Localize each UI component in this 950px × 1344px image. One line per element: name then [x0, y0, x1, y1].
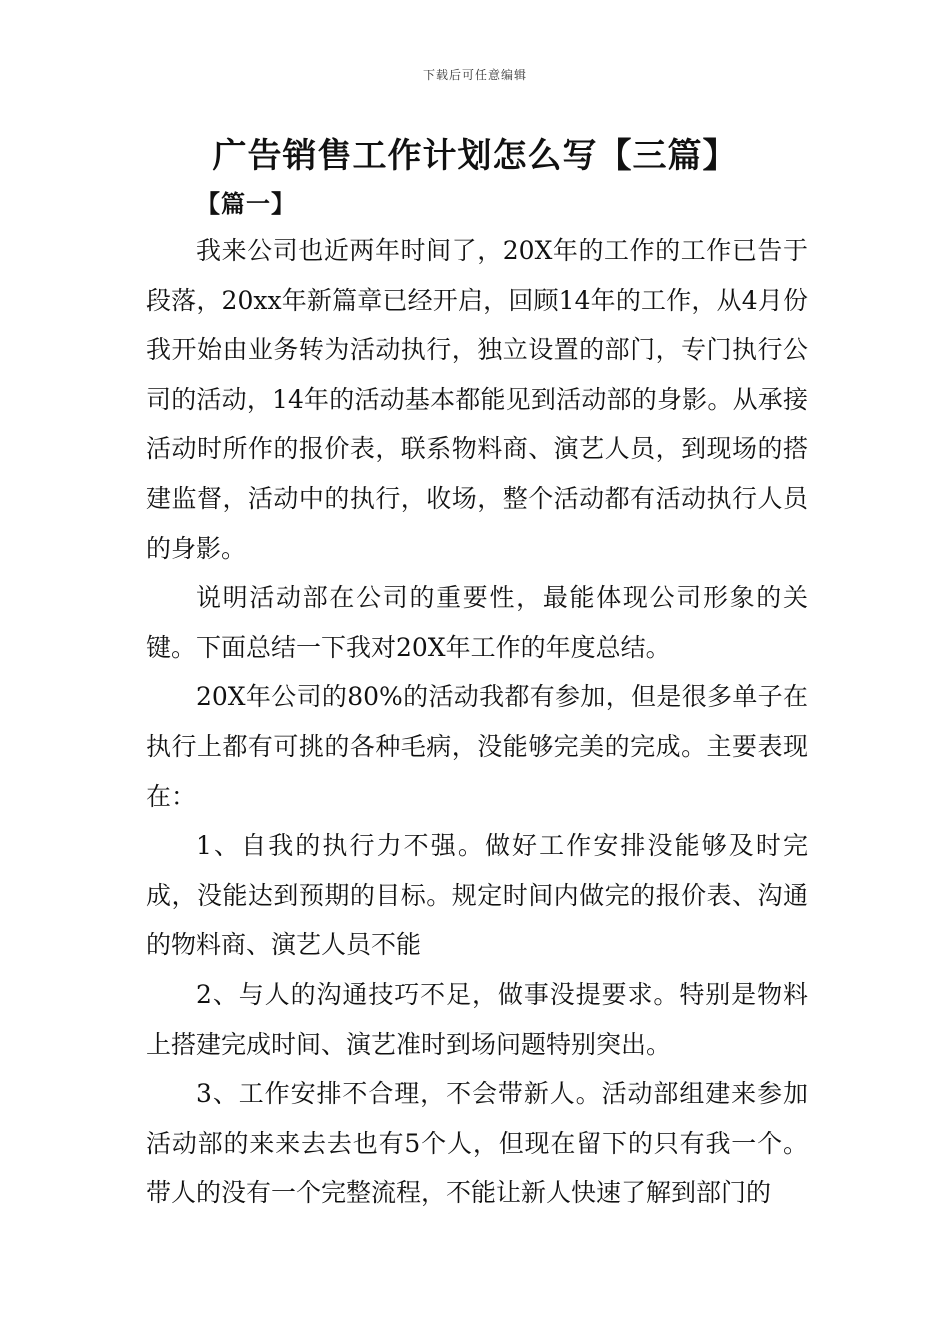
- document-title: 广告销售工作计划怎么写【三篇】: [212, 136, 738, 176]
- paragraph: 2、与人的沟通技巧不足，做事没提要求。特别是物料上搭建完成时间、演艺准时到场问题特别突出。: [146, 979, 808, 1059]
- header-note: 下载后可任意编辑: [422, 68, 527, 82]
- paragraph: 我来公司也近两年时间了，20X年的工作的工作已告于段落，20xx年新篇章已经开启，回顾14年的工作，从4月份我开始由业务转为活动执行，独立设置的部门，专门执行公司的活动，14年的活动基本都能见到活动部的身影。从承接活动时所作的报价表，联系物料商、演艺人员，到现场的搭建监督，活动中的执行，收场，整个活动都有活动执行人员的身影。: [146, 236, 808, 563]
- section-label: 【篇一】: [196, 189, 296, 218]
- paragraph: 说明活动部在公司的重要性，最能体现公司形象的关键。下面总结一下我对20X年工作的年度总结。: [146, 583, 808, 662]
- paragraph: 20X年公司的80%的活动我都有参加，但是很多单子在执行上都有可挑的各种毛病，没能够完美的完成。主要表现在：: [146, 682, 808, 811]
- paragraph: 3、工作安排不合理，不会带新人。活动部组建来参加活动部的来来去去也有5个人，但现在留下的只有我一个。带人的没有一个完整流程，不能让新人快速了解到部门的: [146, 1079, 808, 1208]
- paragraph: 1、自我的执行力不强。做好工作安排没能够及时完成，没能达到预期的目标。规定时间内做完的报价表、沟通的物料商、演艺人员不能: [146, 831, 808, 960]
- document-body: [146, 226, 808, 1218]
